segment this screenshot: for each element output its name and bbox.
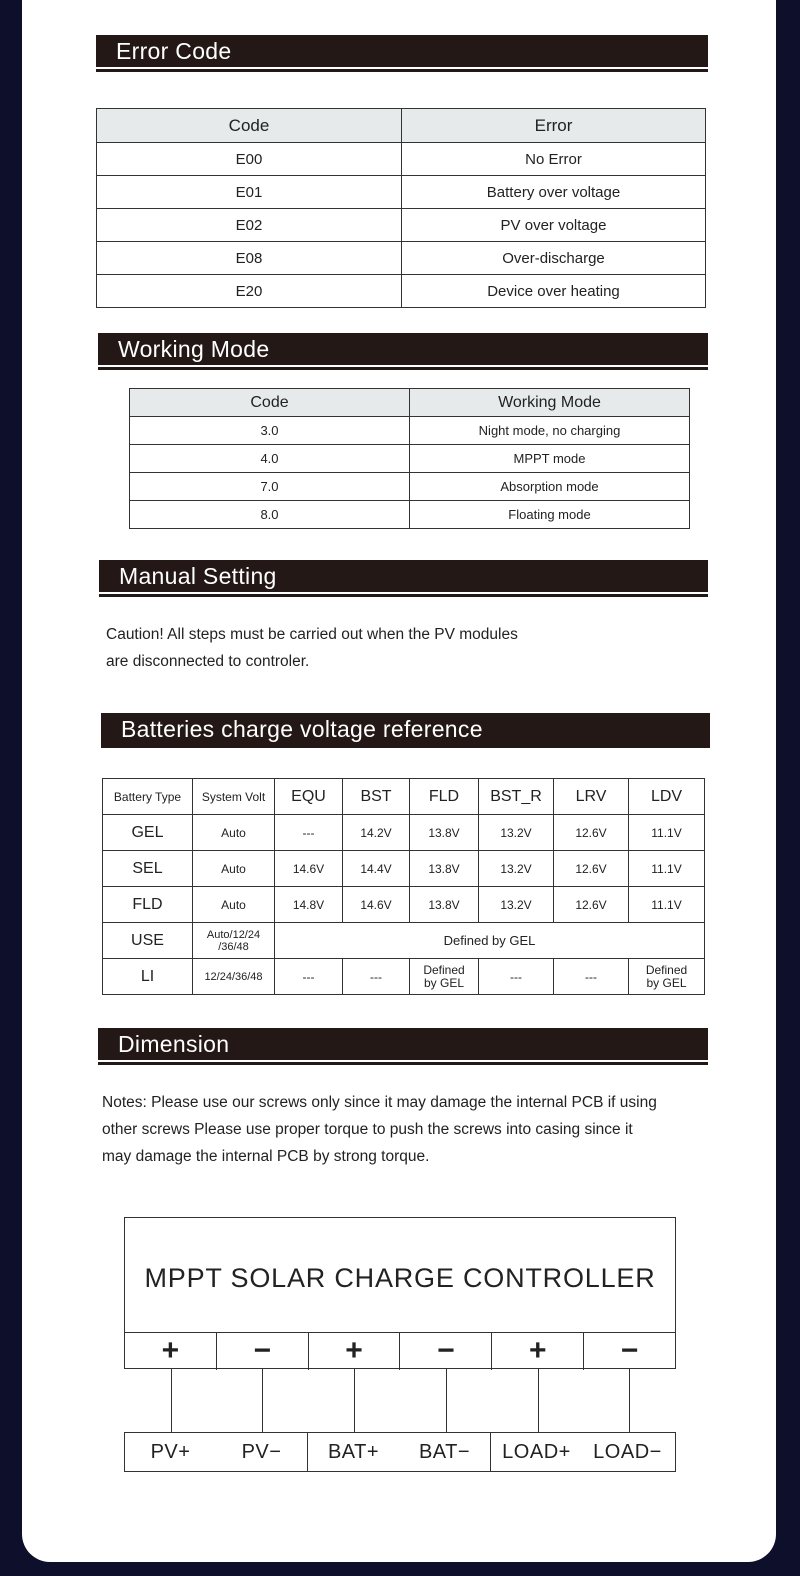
- battery-type-cell: FLD: [103, 887, 193, 923]
- lrv-cell: ---: [554, 959, 629, 995]
- table-row: [103, 887, 705, 923]
- fld-cell: 13.8V: [410, 887, 479, 923]
- bat-terminal-group: [308, 1433, 491, 1471]
- wire: [354, 1369, 355, 1432]
- working-mode-heading: Working Mode: [98, 333, 708, 365]
- equ-cell: 14.8V: [275, 887, 343, 923]
- error-desc-cell: Battery over voltage: [402, 176, 706, 209]
- error-code-cell: E20: [97, 275, 402, 308]
- pv-terminal-group: [125, 1433, 308, 1471]
- table-row: [103, 815, 705, 851]
- polarity-row: [125, 1332, 675, 1370]
- error-desc-cell: Over-discharge: [402, 242, 706, 275]
- wire: [538, 1369, 539, 1432]
- terminal-load-minus: LOAD−: [593, 1441, 662, 1463]
- ldv-cell: 11.1V: [629, 851, 705, 887]
- lrv-cell: 12.6V: [554, 887, 629, 923]
- table-header-row: [97, 109, 706, 143]
- table-row: [103, 959, 705, 995]
- heading-underline: [96, 69, 708, 72]
- error-desc-cell: PV over voltage: [402, 209, 706, 242]
- header-ldv: LDV: [629, 779, 705, 815]
- equ-cell: ---: [275, 959, 343, 995]
- battery-type-cell: LI: [103, 959, 193, 995]
- mode-desc-cell: Night mode, no charging: [410, 417, 690, 445]
- header-bst: BST: [343, 779, 410, 815]
- terminal-pv-minus: PV−: [241, 1441, 282, 1463]
- error-code-table: [96, 108, 706, 308]
- header-code: Code: [97, 109, 402, 143]
- bst-r-cell: 13.2V: [479, 851, 554, 887]
- controller-title: MPPT SOLAR CHARGE CONTROLLER: [144, 1263, 656, 1293]
- fld-cell: Defined by GEL: [410, 959, 479, 995]
- terminal-pv-plus: PV+: [150, 1441, 191, 1463]
- header-error: Error: [402, 109, 706, 143]
- table-row: [97, 176, 706, 209]
- mode-desc-cell: Floating mode: [410, 501, 690, 529]
- load-terminal-group: [491, 1433, 673, 1471]
- terminal-bat-minus: BAT−: [418, 1441, 471, 1463]
- mode-desc-cell: Absorption mode: [410, 473, 690, 501]
- note-line: other screws Please use proper torque to push the screws into casing since it: [102, 1121, 633, 1138]
- battery-voltage-table: [102, 778, 705, 995]
- wire: [446, 1369, 447, 1432]
- mode-code-cell: 3.0: [130, 417, 410, 445]
- wire: [171, 1369, 172, 1432]
- bst-r-cell: 13.2V: [479, 887, 554, 923]
- polarity-plus: +: [309, 1333, 401, 1370]
- mode-code-cell: 8.0: [130, 501, 410, 529]
- battery-type-cell: USE: [103, 923, 193, 959]
- table-row: [130, 473, 690, 501]
- manual-setting-heading: Manual Setting: [99, 560, 708, 592]
- bst-cell: ---: [343, 959, 410, 995]
- merged-defined-cell: Defined by GEL: [275, 923, 705, 959]
- table-row: [97, 242, 706, 275]
- error-desc-cell: No Error: [402, 143, 706, 176]
- bst-cell: 14.2V: [343, 815, 410, 851]
- terminal-load-plus: LOAD+: [502, 1441, 571, 1463]
- dimension-notes: [102, 1089, 722, 1170]
- header-code: Code: [130, 389, 410, 417]
- system-volt-cell: 12/24/36/48: [193, 959, 275, 995]
- lrv-cell: 12.6V: [554, 851, 629, 887]
- error-code-cell: E01: [97, 176, 402, 209]
- table-row: [103, 923, 705, 959]
- wire: [262, 1369, 263, 1432]
- caution-text: [106, 621, 706, 675]
- error-code-heading: Error Code: [96, 35, 708, 67]
- table-header-row: [130, 389, 690, 417]
- equ-cell: 14.6V: [275, 851, 343, 887]
- working-mode-table: [129, 388, 690, 529]
- mode-code-cell: 4.0: [130, 445, 410, 473]
- caution-line: Caution! All steps must be carried out when the PV modules: [106, 626, 518, 643]
- note-line: Notes: Please use our screws only since it may damage the internal PCB if using: [102, 1094, 657, 1111]
- table-row: [97, 143, 706, 176]
- fld-cell: 13.8V: [410, 851, 479, 887]
- heading-underline: [101, 745, 710, 748]
- error-code-cell: E00: [97, 143, 402, 176]
- polarity-plus: +: [492, 1333, 584, 1370]
- heading-underline: [98, 1062, 708, 1065]
- table-row: [97, 275, 706, 308]
- dimension-heading: Dimension: [98, 1028, 708, 1060]
- mode-code-cell: 7.0: [130, 473, 410, 501]
- equ-cell: ---: [275, 815, 343, 851]
- table-row: [97, 209, 706, 242]
- error-code-cell: E02: [97, 209, 402, 242]
- header-system-volt: System Volt: [193, 779, 275, 815]
- table-row: [103, 851, 705, 887]
- polarity-minus: −: [620, 1334, 639, 1367]
- error-desc-cell: Device over heating: [402, 275, 706, 308]
- header-fld: FLD: [410, 779, 479, 815]
- header-lrv: LRV: [554, 779, 629, 815]
- polarity-plus: +: [125, 1333, 217, 1370]
- table-row: [130, 417, 690, 445]
- controller-diagram: [124, 1217, 676, 1473]
- wire: [629, 1369, 630, 1432]
- ldv-cell: 11.1V: [629, 815, 705, 851]
- system-volt-cell: Auto: [193, 887, 275, 923]
- header-battery-type: Battery Type: [103, 779, 193, 815]
- ldv-cell: 11.1V: [629, 887, 705, 923]
- bst-r-cell: 13.2V: [479, 815, 554, 851]
- heading-underline: [98, 367, 708, 370]
- header-equ: EQU: [275, 779, 343, 815]
- batteries-heading: Batteries charge voltage reference: [101, 713, 710, 745]
- system-volt-cell: Auto: [193, 851, 275, 887]
- heading-underline: [99, 594, 708, 597]
- terminal-strip: [124, 1432, 676, 1472]
- caution-line: are disconnected to controler.: [106, 653, 310, 670]
- ldv-cell: Defined by GEL: [629, 959, 705, 995]
- table-row: [130, 501, 690, 529]
- bst-cell: 14.4V: [343, 851, 410, 887]
- lrv-cell: 12.6V: [554, 815, 629, 851]
- note-line: may damage the internal PCB by strong torque.: [102, 1148, 430, 1165]
- terminal-bat-plus: BAT+: [327, 1441, 380, 1463]
- battery-type-cell: GEL: [103, 815, 193, 851]
- bst-cell: 14.6V: [343, 887, 410, 923]
- table-header-row: [103, 779, 705, 815]
- controller-box: [124, 1217, 676, 1369]
- table-row: [130, 445, 690, 473]
- polarity-minus: −: [217, 1333, 309, 1370]
- polarity-minus: −: [400, 1333, 492, 1370]
- error-code-cell: E08: [97, 242, 402, 275]
- header-working-mode: Working Mode: [410, 389, 690, 417]
- battery-type-cell: SEL: [103, 851, 193, 887]
- fld-cell: 13.8V: [410, 815, 479, 851]
- system-volt-cell: Auto/12/24 /36/48: [193, 923, 275, 959]
- system-volt-cell: Auto: [193, 815, 275, 851]
- header-bst-r: BST_R: [479, 779, 554, 815]
- bst-r-cell: ---: [479, 959, 554, 995]
- mode-desc-cell: MPPT mode: [410, 445, 690, 473]
